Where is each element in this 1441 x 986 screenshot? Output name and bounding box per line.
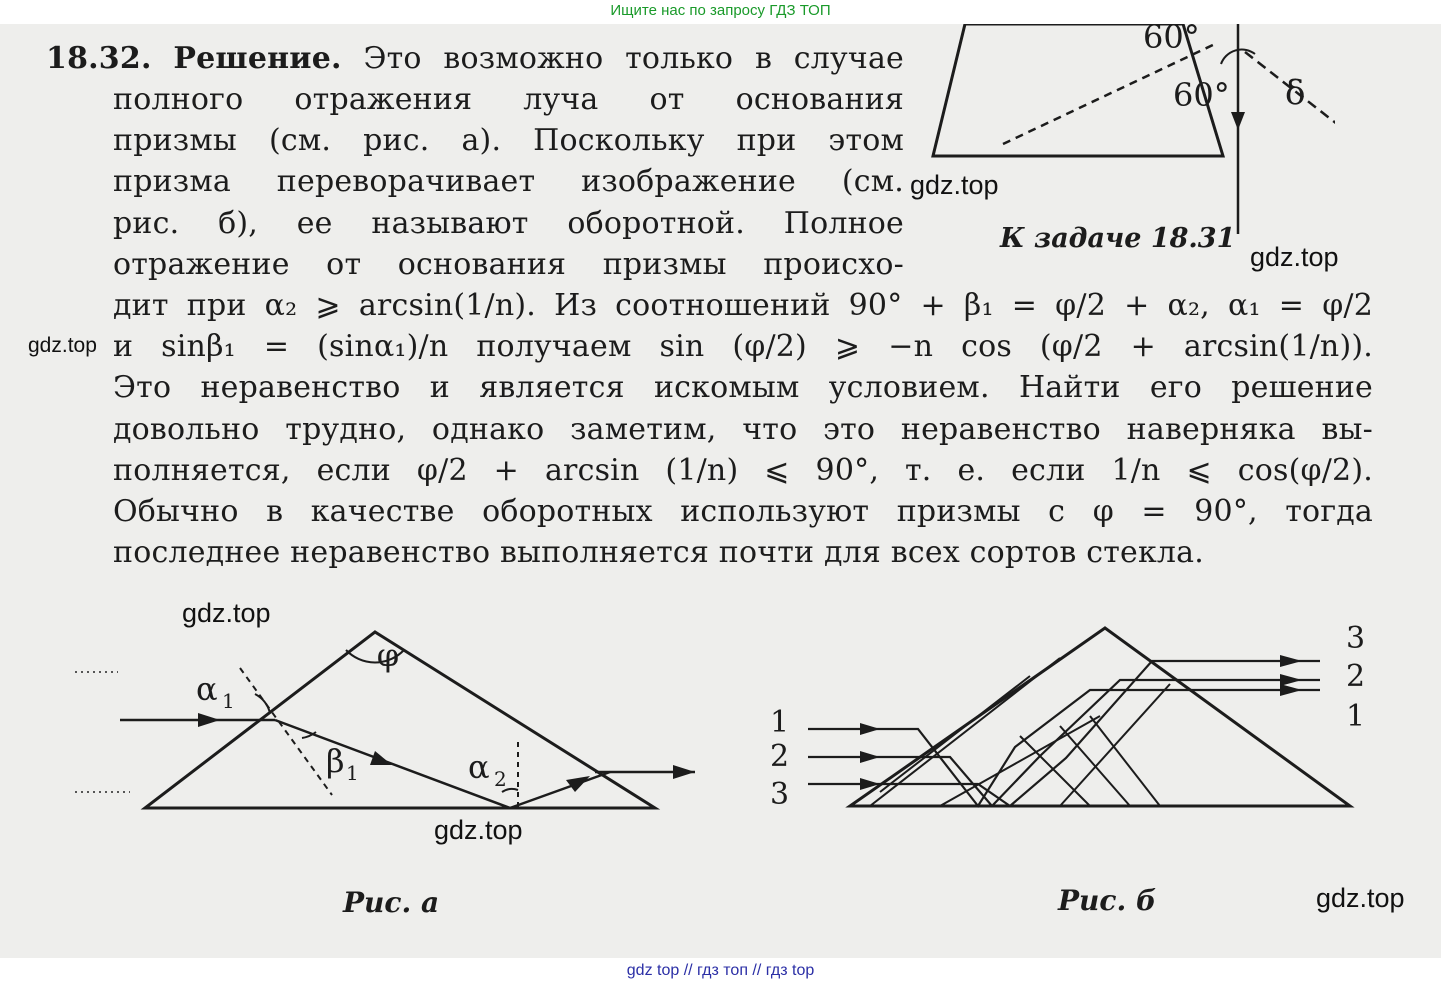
watermark[interactable]: gdz.top — [434, 815, 523, 845]
left-label-2: 2 — [770, 739, 790, 774]
ray-cross-1 — [880, 676, 1030, 792]
solution-text — [46, 38, 904, 79]
ray-cross-5 — [1020, 736, 1090, 806]
solution-line-2: полного отражения луча от основания — [113, 82, 904, 117]
site-footer[interactable]: gdz top // гдз топ // гдз top — [0, 958, 1441, 986]
watermark[interactable]: gdz.top — [1250, 242, 1339, 272]
right-label-3: 3 — [1346, 621, 1366, 656]
refracted-arrowhead — [370, 751, 392, 765]
solution-line-8: и sinβ₁ = (sinα₁)/n получаем sin (φ/2) ⩾ −n cos (φ/2 + arcsin(1/n)). — [113, 329, 1373, 365]
solution-body-narrow — [113, 79, 904, 285]
solution-heading: Решение. — [173, 41, 342, 76]
right-label-2: 2 — [1346, 659, 1366, 694]
angle-label-inner: 60° — [1173, 76, 1230, 114]
right-label-1: 1 — [1346, 699, 1366, 734]
site-banner[interactable]: Ищите нас по запросу ГДЗ ТОП — [0, 0, 1441, 24]
arrow-in-2 — [860, 751, 880, 763]
reflected-arrowhead — [566, 776, 590, 792]
figure-b — [760, 616, 1380, 816]
figure-18-31 — [905, 24, 1335, 240]
arrow-out-3 — [1280, 655, 1302, 667]
solution-line-10: довольно трудно, однако заметим, что это неравенство наверняка вы- — [113, 411, 1373, 447]
beta1-label: β — [326, 742, 345, 780]
left-label-3: 3 — [770, 777, 790, 812]
incident-arrowhead — [198, 713, 220, 727]
problem-number: 18.32. — [46, 41, 152, 76]
solution-line-3: призмы (см. рис. а). Поскольку при этом — [113, 123, 904, 159]
arrow-out-1 — [1280, 684, 1302, 696]
delta-label: δ — [1285, 73, 1306, 113]
solution-line-5: рис. б), ее называют оборотной. Полное — [113, 205, 904, 241]
angle-label-outer: 60° — [1143, 24, 1200, 56]
watermark[interactable]: gdz.top — [910, 170, 999, 200]
solution-line-7: дит при α₂ ⩾ arcsin(1/n). Из соотношений 90° + β₁ = φ/2 + α₂, α₁ = φ/2 — [113, 288, 1373, 323]
ray-arrowhead — [1231, 112, 1245, 130]
phi-label: φ — [376, 636, 400, 674]
watermark[interactable]: gdz.top — [182, 598, 271, 628]
exit-arrowhead — [673, 765, 695, 779]
solution-line-4: призма переворачивает изображение (см. — [113, 164, 904, 200]
solution-line-9: Это неравенство и является искомым условием. Найти его решение — [113, 370, 1373, 406]
beta1-sub: 1 — [346, 761, 359, 785]
alpha1-arc — [255, 694, 270, 713]
alpha1-sub: 1 — [222, 689, 235, 713]
normal-a — [240, 668, 332, 795]
figure-a — [70, 620, 710, 820]
arrow-out-2 — [1280, 674, 1302, 686]
solution-body-wide — [113, 285, 1373, 573]
reflected-ray-a — [510, 772, 610, 808]
solution-line-13: последнее неравенство выполняется почти для всех сортов стекла. — [113, 535, 1205, 571]
caption-18-31: К задаче 18.31 — [1000, 223, 1236, 254]
caption-b: Рис. б — [1058, 884, 1157, 917]
solution-line-6: отражение от основания призмы происхо- — [113, 246, 904, 282]
caption-a: Рис. а — [343, 886, 440, 919]
left-label-1: 1 — [770, 705, 790, 740]
arrow-in-1 — [860, 723, 880, 735]
alpha2-label: α — [468, 748, 490, 786]
solution-line-11: полняется, если φ/2 + arcsin (1/n) ⩽ 90°, т. е. если 1/n ⩽ cos(φ/2). — [113, 452, 1373, 488]
solution-line-1 — [46, 38, 904, 79]
watermark[interactable]: gdz.top — [1316, 883, 1405, 913]
alpha2-sub: 2 — [494, 767, 507, 791]
solution-line-12: Обычно в качестве оборотных используют призмы с φ = 90°, тогда — [113, 493, 1373, 529]
solution-line-1-text: Это возможно только в случае — [363, 41, 904, 76]
watermark[interactable]: gdz.top — [28, 334, 97, 357]
alpha1-label: α — [196, 670, 218, 708]
